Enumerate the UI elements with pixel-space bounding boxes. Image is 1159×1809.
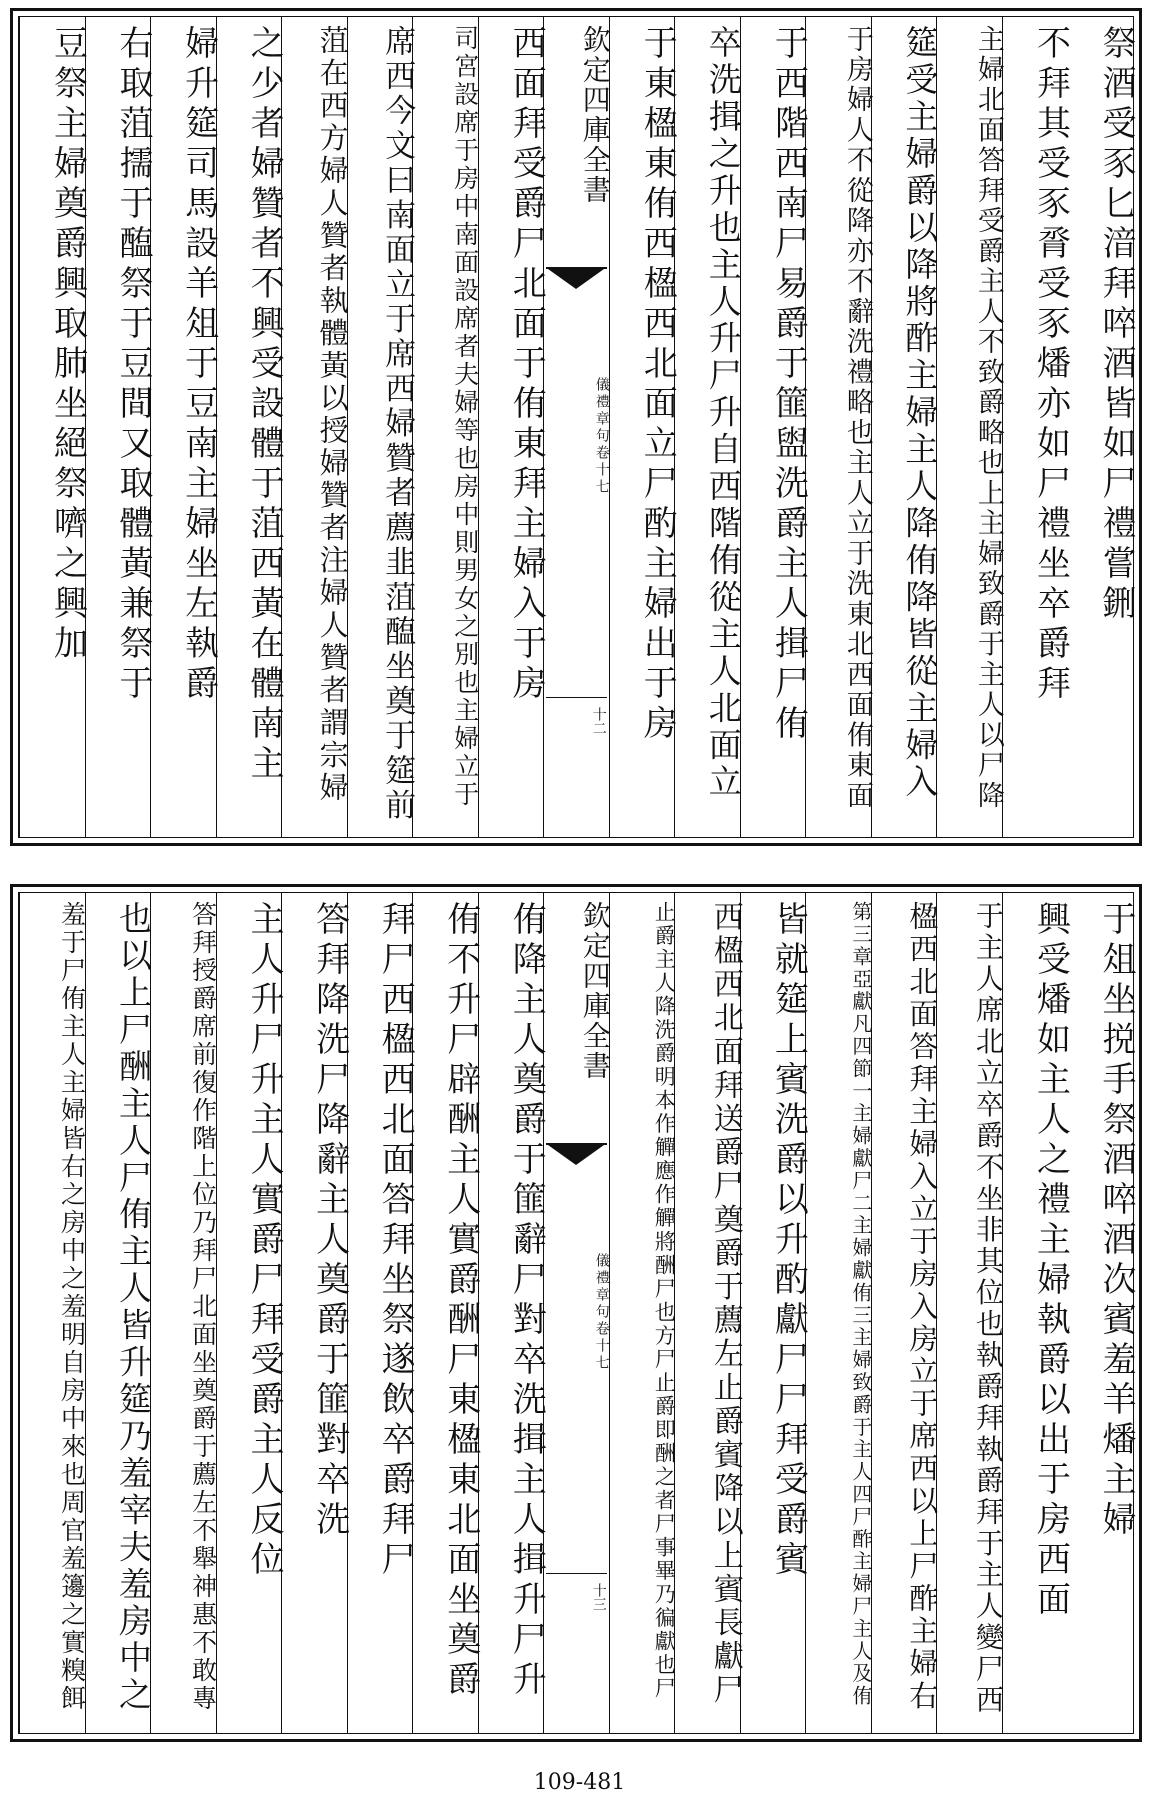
text-column <box>936 17 1002 837</box>
column-text: 侑不升尸辟酬主人實爵酬尸東楹東北面坐奠爵 <box>440 901 481 1701</box>
text-column <box>347 893 416 1733</box>
column-text: 婦升筵司馬設羊俎于豆南主婦坐左執爵 <box>178 25 219 705</box>
column-text: 侑降主人奠爵于篚辭尸對卒洗揖主人揖升尸升 <box>506 901 547 1701</box>
column-text: 不拜其受豕脀受豕燔亦如尸禮坐卒爵拜 <box>1030 25 1071 705</box>
chapter-label: 儀禮章句卷十七 <box>593 377 610 496</box>
column-text: 菹在西方婦人贊者執體黃以授婦贊者注婦人贊者謂宗婦 <box>315 25 350 805</box>
bottom-panel-frame <box>18 892 1134 1734</box>
text-column <box>1002 17 1071 837</box>
column-text: 筵受主婦爵以降將酢主婦主人降侑降皆從主婦入 <box>900 25 940 802</box>
column-text: 司宮設席于房中南面設席者夫婦等也房中則男女之別也主婦立于 <box>450 25 480 809</box>
text-column <box>1067 893 1136 1733</box>
text-column <box>281 17 350 837</box>
text-column <box>150 893 216 1733</box>
text-column <box>412 893 481 1733</box>
column-text: 豆祭主婦奠爵興取肺坐絕祭嚌之興加 <box>47 25 88 665</box>
column-text: 西楹西北面拜送爵尸奠爵于薦左止爵賓降以上賓長獻尸 <box>707 901 743 1708</box>
leaf-number: 十二 <box>590 707 607 735</box>
top-panel-frame <box>18 16 1134 838</box>
divider <box>546 697 607 698</box>
text-column <box>805 17 871 837</box>
text-column <box>871 17 940 837</box>
text-column <box>609 893 675 1733</box>
text-column <box>1067 17 1136 837</box>
text-column <box>871 893 940 1733</box>
text-column <box>805 893 871 1733</box>
column-text: 于西階西南尸易爵于篚盥洗爵主人揖尸侑 <box>768 25 809 745</box>
text-column <box>1002 893 1071 1733</box>
center-title-column <box>543 893 612 1733</box>
divider <box>546 1573 607 1574</box>
column-text: 皆就筵上賓洗爵以升酌獻尸尸拜受爵賓 <box>768 901 809 1581</box>
column-text: 羞于尸侑主人主婦皆右之房中之羞明自房中來也周官羞籩之實糗餌 <box>57 901 87 1713</box>
fish-tail-mark <box>546 267 607 303</box>
top-text-panel <box>10 8 1142 846</box>
column-text: 興受燔如主人之禮主婦執爵以出于房西面 <box>1030 901 1071 1621</box>
text-column <box>740 893 809 1733</box>
center-title-column <box>543 17 612 837</box>
page-number: 109-481 <box>533 1770 626 1795</box>
text-column <box>740 17 809 837</box>
column-text: 席西今文曰南面立于席西婦贊者薦韭菹醢坐奠于筵前 <box>379 25 416 824</box>
text-column <box>674 17 743 837</box>
column-text: 主婦北面答拜受爵主人不致爵略也上主婦致爵于主人以尸降 <box>972 25 1004 812</box>
column-text: 也以上尸酬主人尸侑主人皆升筵乃羞宰夫羞房中之 <box>114 901 154 1715</box>
text-column <box>936 893 1005 1733</box>
column-text: 于俎坐捝手祭酒啐酒次賓羞羊燔主婦 <box>1095 901 1136 1541</box>
text-column <box>216 893 285 1733</box>
text-column <box>85 893 154 1733</box>
column-text: 止爵主人降洗爵明本作觶應作觶將酬尸也方尸止爵即酬之者尸事畢乃徧獻也尸 <box>652 901 677 1701</box>
column-text: 卒洗揖之升也主人升尸升自西階侑從主人北面立 <box>703 25 743 802</box>
text-column <box>19 17 88 837</box>
column-text: 第三章亞獻凡四節一主婦獻尸二主婦獻侑三主婦致爵于主人四尸酢主婦尸主人及侑 <box>848 901 873 1708</box>
book-title: 欽定四庫全書 <box>578 901 612 1081</box>
column-text: 之少者婦贊者不興受設體于菹西黃在體南主 <box>244 25 285 785</box>
column-text: 主人升尸升主人實爵尸拜受爵主人反位 <box>244 901 285 1581</box>
chapter-label: 儀禮章句卷十七 <box>593 1253 610 1372</box>
text-column <box>150 17 219 837</box>
text-column <box>412 17 478 837</box>
column-text: 于主人席北立卒爵不坐非其位也執爵拜執爵拜于主人變尸西 <box>971 901 1005 1717</box>
leaf-number: 十三 <box>590 1583 607 1611</box>
fish-tail-mark <box>546 1143 607 1179</box>
bottom-text-panel <box>10 884 1142 1742</box>
text-column <box>478 17 547 837</box>
text-column <box>216 17 285 837</box>
column-text: 答拜降洗尸降辭主人奠爵于篚對卒洗 <box>309 901 350 1541</box>
text-column <box>674 893 743 1733</box>
text-column <box>19 893 85 1733</box>
text-column <box>609 17 678 837</box>
column-text: 答拜授爵席前復作階上位乃拜尸北面坐奠爵于薦左不舉神惠不敢專 <box>188 901 218 1713</box>
text-column <box>281 893 350 1733</box>
column-text: 于東楹東侑西楹西北面立尸酌主婦出于房 <box>637 25 678 745</box>
book-title: 欽定四庫全書 <box>578 25 612 205</box>
column-text: 西面拜受爵尸北面于侑東拜主婦入于房 <box>506 25 547 705</box>
column-text: 于房婦人不從降亦不辭洗禮略也主人立于洗東北西面侑東面 <box>841 25 873 812</box>
text-column <box>347 17 416 837</box>
column-text: 祭酒受豕匕湆拜啐酒皆如尸禮嘗鉶 <box>1095 25 1136 625</box>
text-column <box>478 893 547 1733</box>
column-text: 右取菹擩于醢祭于豆間又取體黃兼祭于 <box>113 25 154 705</box>
text-column <box>85 17 154 837</box>
column-text: 楹西北面答拜主婦入立于房入房立于席西以上尸酢主婦右 <box>905 901 940 1713</box>
column-text: 拜尸西楹西北面答拜坐祭遂飲卒爵拜尸 <box>375 901 416 1581</box>
